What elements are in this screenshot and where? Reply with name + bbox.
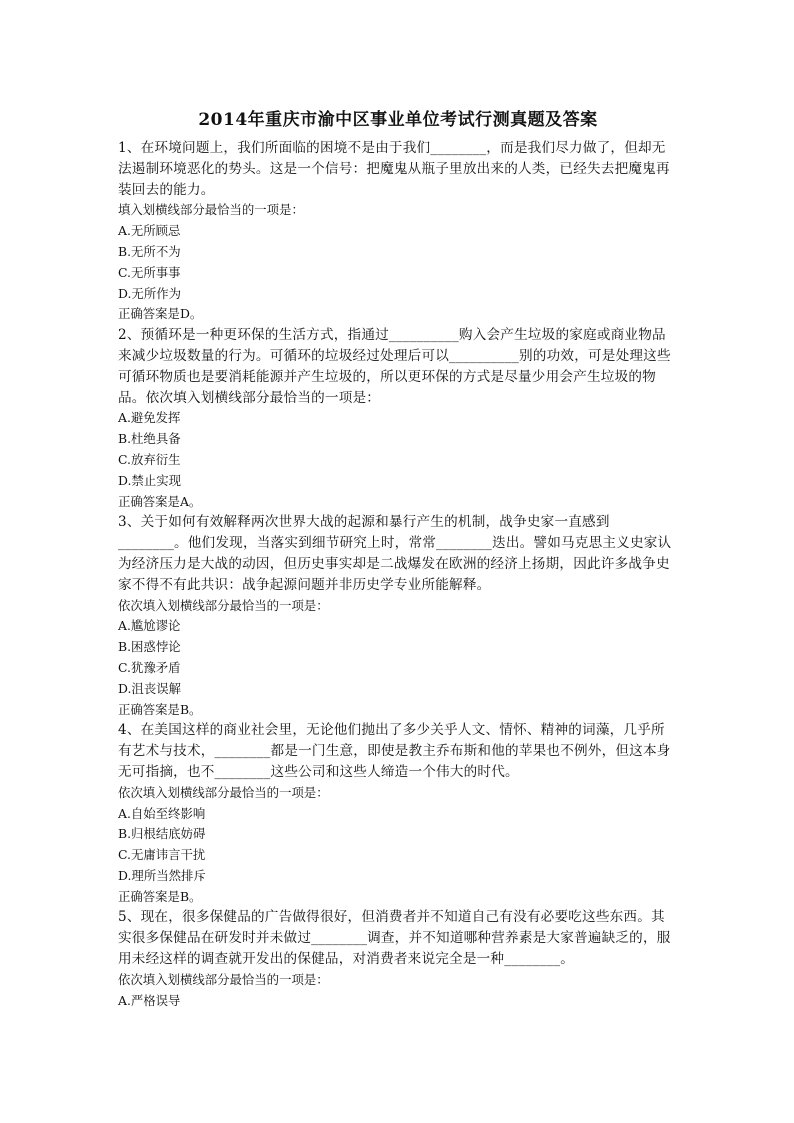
answer-line: 正确答案是A。 (118, 493, 202, 509)
question-prompt: 依次填入划横线部分最恰当的一项是： (118, 784, 329, 800)
option-c: C.犹豫矛盾 (118, 659, 181, 675)
option-a: A.避免发挥 (118, 410, 181, 426)
option-b: B.杜绝具备 (118, 431, 181, 447)
option-d: D.沮丧误解 (118, 680, 181, 696)
option-d: D.禁止实现 (118, 472, 181, 488)
option-c: C.放弃衍生 (118, 451, 181, 467)
question-stem: 5、现在，很多保健品的广告做得很好，但消费者并不知道自己有没有必要吃这些东西。其实很多保健品在研发时并未做过________调查，并不知道哪种营养素是大家普遍缺乏的，服用未经这样的调查就开发出的保健品，对消费者来说完全是一种________。 (118, 909, 671, 968)
question-stem: 1、在环境问题上，我们所面临的困境不是由于我们________，而是我们尽力做了，但却无法遏制环境恶化的势头。这是一个信号：把魔鬼从瓶子里放出来的人类，已经失去把魔鬼再装回去的能力。 (118, 140, 670, 198)
option-a: A.无所顾忌 (118, 223, 181, 239)
answer-line: 正确答案是B。 (118, 701, 202, 717)
option-d: D.理所当然排斥 (118, 867, 206, 883)
option-c: C.无庸讳言干扰 (118, 847, 206, 863)
question-3 (118, 512, 678, 720)
option-b: B.困惑悖论 (118, 639, 181, 655)
document-title: 2014年重庆市渝中区事业单位考试行测真题及答案 (198, 110, 598, 130)
question-prompt: 依次填入划横线部分最恰当的一项是： (118, 597, 329, 613)
question-1 (118, 138, 678, 325)
option-a: A.严格误导 (118, 992, 181, 1008)
answer-line: 正确答案是B。 (118, 888, 202, 904)
question-stem: 4、在美国这样的商业社会里，无论他们抛出了多少关乎人文、情怀、精神的词藻，几乎所有艺术与技术，________都是一门生意，即使是教主乔布斯和他的苹果也不例外，但这本身无可指摘，也不________这些公司和这些人缔造一个伟大的时代。 (118, 722, 671, 780)
question-stem: 3、关于如何有效解释两次世界大战的起源和暴行产生的机制，战争史家一直感到________。他们发现，当落实到细节研究上时，常常________迭出。譬如马克思主义史家认为经济压力是大战的动因，但历史事实却是二战爆发在欧洲的经济上扬期，因此许多战争史家不得不有此共识：战争起源问题并非历史学专业所能解释。 (118, 514, 672, 593)
option-b: B.无所不为 (118, 243, 181, 259)
option-d: D.无所作为 (118, 285, 181, 301)
document-page (118, 108, 678, 1011)
option-a: A.自始至终影响 (118, 805, 206, 821)
question-stem: 2、预循环是一种更环保的生活方式，指通过__________购入会产生垃圾的家庭或商业物品来减少垃圾数量的行为。可循环的垃圾经过处理后可以__________别的功效，可是处理这些可循环物质也是要消耗能源并产生垃圾的，所以更环保的方式是尽量少用会产生垃圾的物品。依次填入划横线部分最恰当的一项是： (118, 327, 671, 406)
question-4 (118, 720, 678, 907)
question-5 (118, 907, 678, 1011)
option-a: A.尴尬谬论 (118, 618, 181, 634)
answer-line: 正确答案是D。 (118, 306, 203, 322)
question-prompt: 填入划横线部分最恰当的一项是： (118, 202, 304, 218)
question-prompt: 依次填入划横线部分最恰当的一项是： (118, 971, 329, 987)
option-c: C.无所事事 (118, 264, 181, 280)
question-2 (118, 325, 678, 512)
option-b: B.归根结底妨碍 (118, 826, 206, 842)
